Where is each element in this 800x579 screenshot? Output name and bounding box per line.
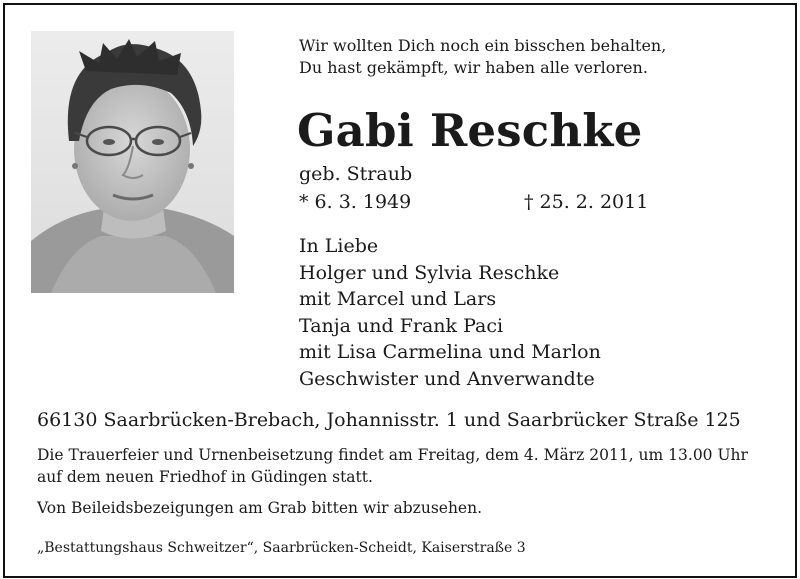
deceased-name: Gabi Reschke [297, 104, 643, 157]
birth-date: * 6. 3. 1949 [299, 191, 412, 213]
death-date: † 25. 2. 2011 [524, 191, 649, 213]
funeral-notice: Die Trauerfeier und Urnenbeisetzung findet am Freitag, dem 4. März 2011, um 13.00 Uhr auf dem neuen Friedhof in Güdingen statt. [37, 446, 748, 486]
mourner-line: mit Marcel und Lars [299, 288, 497, 310]
family-address: 66130 Saarbrücken-Brebach, Johannisstr. 1 und Saarbrücker Straße 125 [37, 409, 741, 431]
mourner-line: mit Lisa Carmelina und Marlon [299, 341, 601, 363]
obituary-card [3, 3, 797, 578]
mourners-list [299, 233, 601, 392]
portrait-photo [31, 31, 234, 293]
mourner-line: Holger und Sylvia Reschke [299, 261, 560, 284]
funeral-home: „Bestattungshaus Schweitzer“, Saarbrücken-Scheidt, Kaiserstraße 3 [37, 540, 526, 556]
mourner-line: Geschwister und Anverwandte [299, 367, 595, 390]
maiden-name: geb. Straub [299, 163, 413, 185]
condolence-note: Von Beileidsbezeigungen am Grab bitten wir abzusehen. [37, 499, 483, 517]
quote-line: Du hast gekämpft, wir haben alle verloren. [299, 58, 648, 77]
memorial-quote [299, 35, 666, 79]
quote-line: Wir wollten Dich noch ein bisschen behalten, [299, 36, 667, 55]
mourner-line: Tanja und Frank Paci [299, 314, 504, 337]
mourner-line: In Liebe [299, 235, 379, 257]
